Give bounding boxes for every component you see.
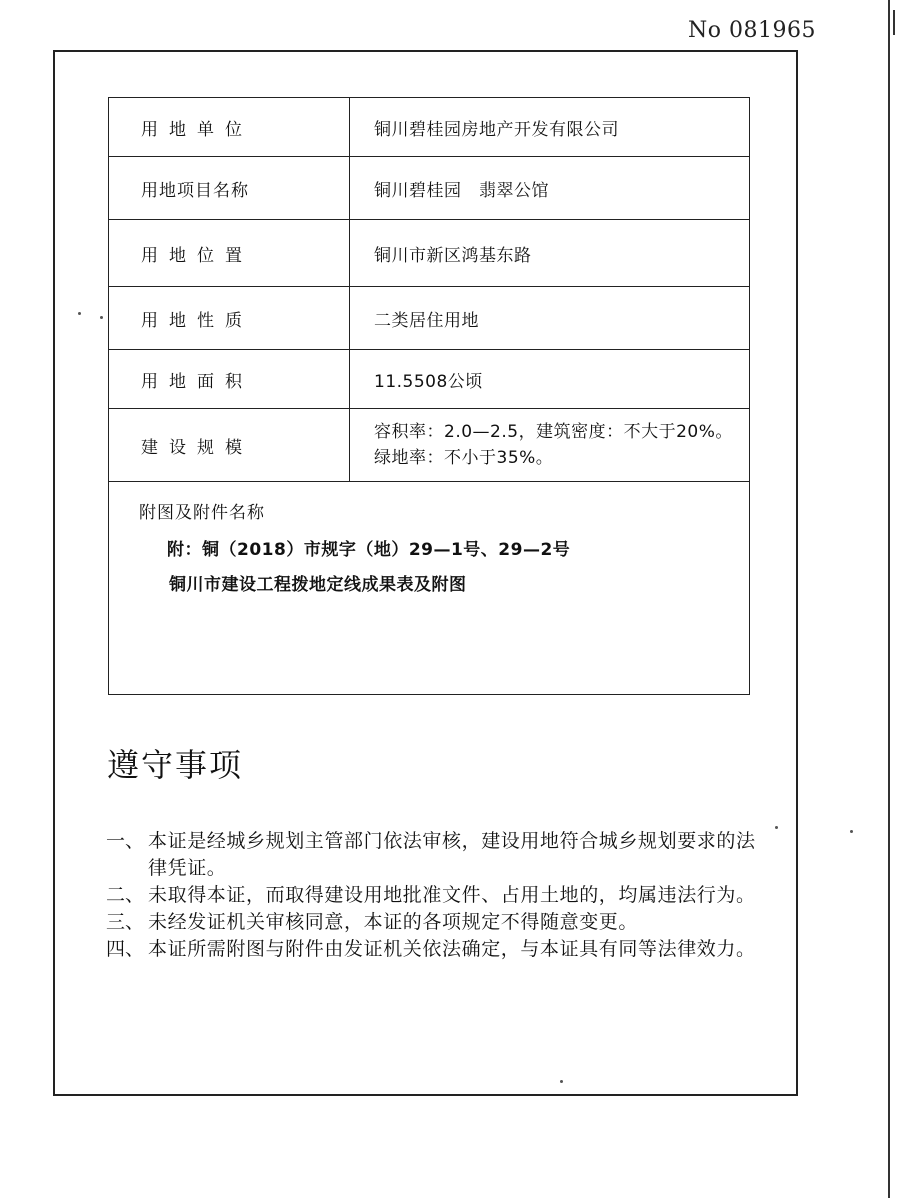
rules-list bbox=[106, 828, 756, 963]
rule-number: 四、 bbox=[106, 938, 145, 960]
table-row bbox=[109, 157, 750, 220]
attachments-line-2: 铜川市建设工程拨地定线成果表及附图 bbox=[169, 575, 467, 595]
scale-line-1: 容积率：2.0—2.5，建筑密度：不大于20%。 bbox=[374, 422, 733, 442]
label-land-nature: 用地性质 bbox=[109, 287, 350, 350]
label-land-user: 用地单位 bbox=[109, 98, 350, 157]
attachments-line-1: 附：铜（2018）市规字（地）29—1号、29—2号 bbox=[167, 540, 571, 560]
label-construction-scale: 建设规模 bbox=[109, 409, 350, 482]
page-edge-line bbox=[888, 0, 890, 1198]
rule-item bbox=[106, 882, 756, 909]
page-edge-tick bbox=[893, 10, 895, 35]
table-row bbox=[109, 220, 750, 287]
scan-speck bbox=[560, 1080, 563, 1083]
scan-speck bbox=[775, 826, 778, 829]
label-land-area: 用地面积 bbox=[109, 350, 350, 409]
table-row bbox=[109, 98, 750, 157]
land-info-table bbox=[108, 97, 750, 695]
rules-title: 遵守事项 bbox=[107, 746, 244, 784]
scale-line-2: 绿地率：不小于35%。 bbox=[374, 448, 554, 468]
table-row bbox=[109, 350, 750, 409]
rule-item bbox=[106, 909, 756, 936]
table-row bbox=[109, 409, 750, 482]
rule-number: 二、 bbox=[106, 884, 145, 906]
rule-number: 三、 bbox=[106, 911, 145, 933]
value-land-nature: 二类居住用地 bbox=[350, 287, 750, 350]
attachments-title: 附图及附件名称 bbox=[139, 503, 265, 523]
rule-text: 本证是经城乡规划主管部门依法审核，建设用地符合城乡规划要求的法律凭证。 bbox=[148, 830, 756, 879]
value-land-area: 11.5508公顷 bbox=[350, 350, 750, 409]
rule-item bbox=[106, 828, 756, 882]
rule-text: 未取得本证，而取得建设用地批准文件、占用土地的，均属违法行为。 bbox=[148, 884, 756, 906]
rule-item bbox=[106, 936, 756, 963]
rule-number: 一、 bbox=[106, 830, 145, 852]
label-location: 用地位置 bbox=[109, 220, 350, 287]
scan-speck bbox=[850, 830, 853, 833]
serial-number: No 081965 bbox=[688, 18, 816, 43]
value-project-name: 铜川碧桂园 翡翠公馆 bbox=[350, 157, 750, 220]
label-project-name: 用地项目名称 bbox=[109, 157, 350, 220]
scan-speck bbox=[78, 312, 81, 315]
value-construction-scale bbox=[350, 409, 750, 482]
attachments-cell bbox=[109, 482, 750, 695]
rule-text: 本证所需附图与附件由发证机关依法确定，与本证具有同等法律效力。 bbox=[148, 938, 756, 960]
value-land-user: 铜川碧桂园房地产开发有限公司 bbox=[350, 98, 750, 157]
rule-text: 未经发证机关审核同意，本证的各项规定不得随意变更。 bbox=[148, 911, 639, 933]
table-row bbox=[109, 287, 750, 350]
scan-speck bbox=[100, 316, 103, 319]
value-location: 铜川市新区鸿基东路 bbox=[350, 220, 750, 287]
attachments-row bbox=[109, 482, 750, 695]
